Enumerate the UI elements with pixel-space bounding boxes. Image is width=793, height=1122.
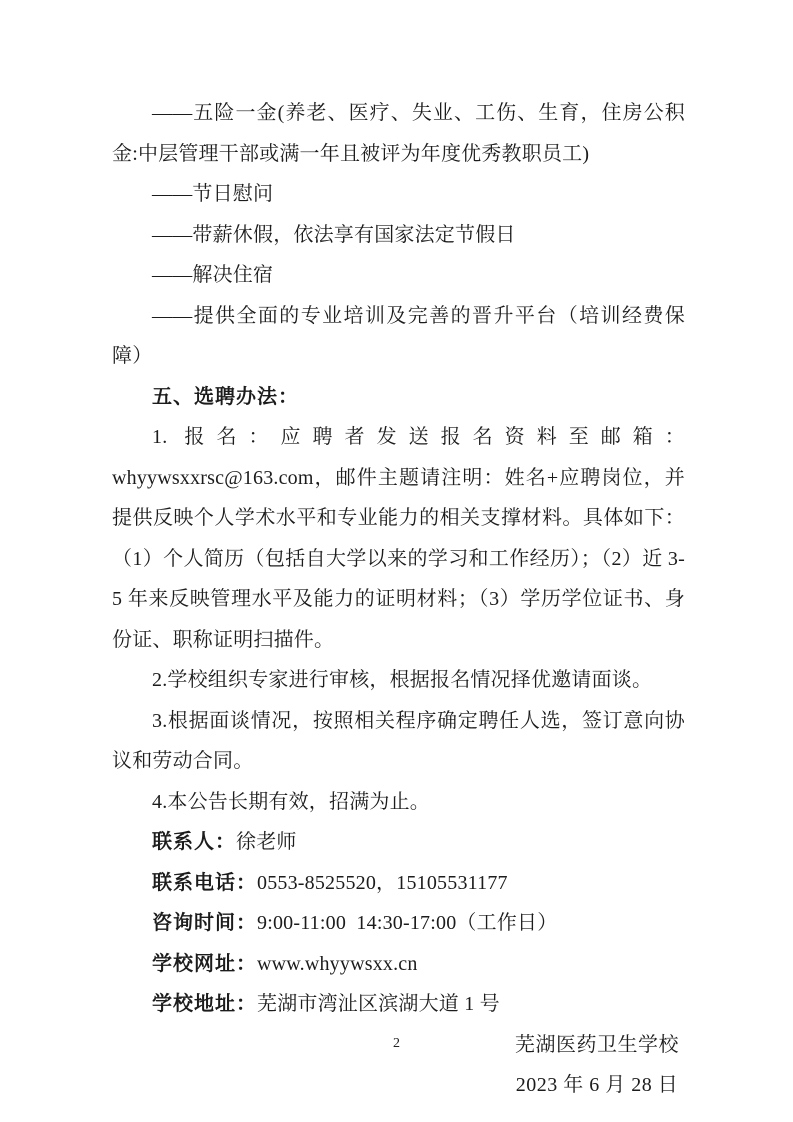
benefit-line-paid-leave: ——带薪休假，依法享有国家法定节假日: [152, 223, 516, 246]
contact-row-hours: [112, 903, 685, 944]
benefit-line-training: ——提供全面的专业培训及完善的晋升平台（培训经费保障）: [112, 304, 685, 367]
step-3-appointment: 3.根据面谈情况，按照相关程序确定聘任人选，签订意向协议和劳动合同。: [112, 709, 685, 772]
benefit-line-holiday-greetings: ——节日慰问: [152, 183, 274, 205]
contact-row-person: [112, 822, 685, 863]
benefit-line-insurance-fund: ——五险一金(养老、医疗、失业、工伤、生育，住房公积金:中层管理干部或满一年且被评为年度优秀教职员工): [112, 102, 685, 165]
contact-row-phone: [112, 863, 685, 904]
contact-phone-value: 0553-8525520，15105531177: [257, 871, 508, 894]
section-heading-selection-method: 五、选聘办法：: [152, 385, 299, 408]
contact-person-label: 联系人：: [152, 831, 236, 853]
step-2-review: 2.学校组织专家进行审核，根据报名情况择优邀请面谈。: [152, 669, 653, 691]
signature-org: 芜湖医药卫生学校: [515, 1033, 679, 1056]
contact-person-value: 徐老师: [236, 831, 297, 853]
step-4-validity: 4.本公告长期有效，招满为止。: [152, 790, 430, 813]
document-body: [112, 93, 685, 1106]
page-footer: [0, 1034, 793, 1054]
contact-address-label: 学校地址：: [152, 993, 257, 1015]
contact-row-address: [112, 984, 685, 1025]
contact-website-label: 学校网址：: [152, 952, 257, 975]
benefit-line-housing: ——解决住宿: [152, 264, 274, 286]
page-number: 2: [393, 1036, 400, 1051]
contact-hours-value: 9:00-11:00 14:30-17:00（工作日）: [257, 912, 558, 934]
step-1-application: 1. 报名：应聘者发送报名资料至邮箱：whyywsxxrsc@163.com，邮件主题请注明：姓名+应聘岗位，并提供反映个人学术水平和专业能力的相关支撑材料。具体如下：（1）个人简历（包括自大学以来的学习和工作经历）；（2）近 3-5 年来反映管理水平及能力的证明材料；（3）学历学位证书、身份证、职称证明扫描件。: [112, 426, 685, 651]
contact-phone-label: 联系电话：: [152, 871, 257, 894]
signature-date: 2023 年 6 月 28 日: [515, 1074, 679, 1096]
contact-website-value: www.whyywsxx.cn: [257, 952, 418, 975]
contact-hours-label: 咨询时间：: [152, 912, 257, 934]
contact-row-website: [112, 944, 685, 985]
contact-address-value: 芜湖市湾沚区滨湖大道 1 号: [257, 993, 500, 1015]
